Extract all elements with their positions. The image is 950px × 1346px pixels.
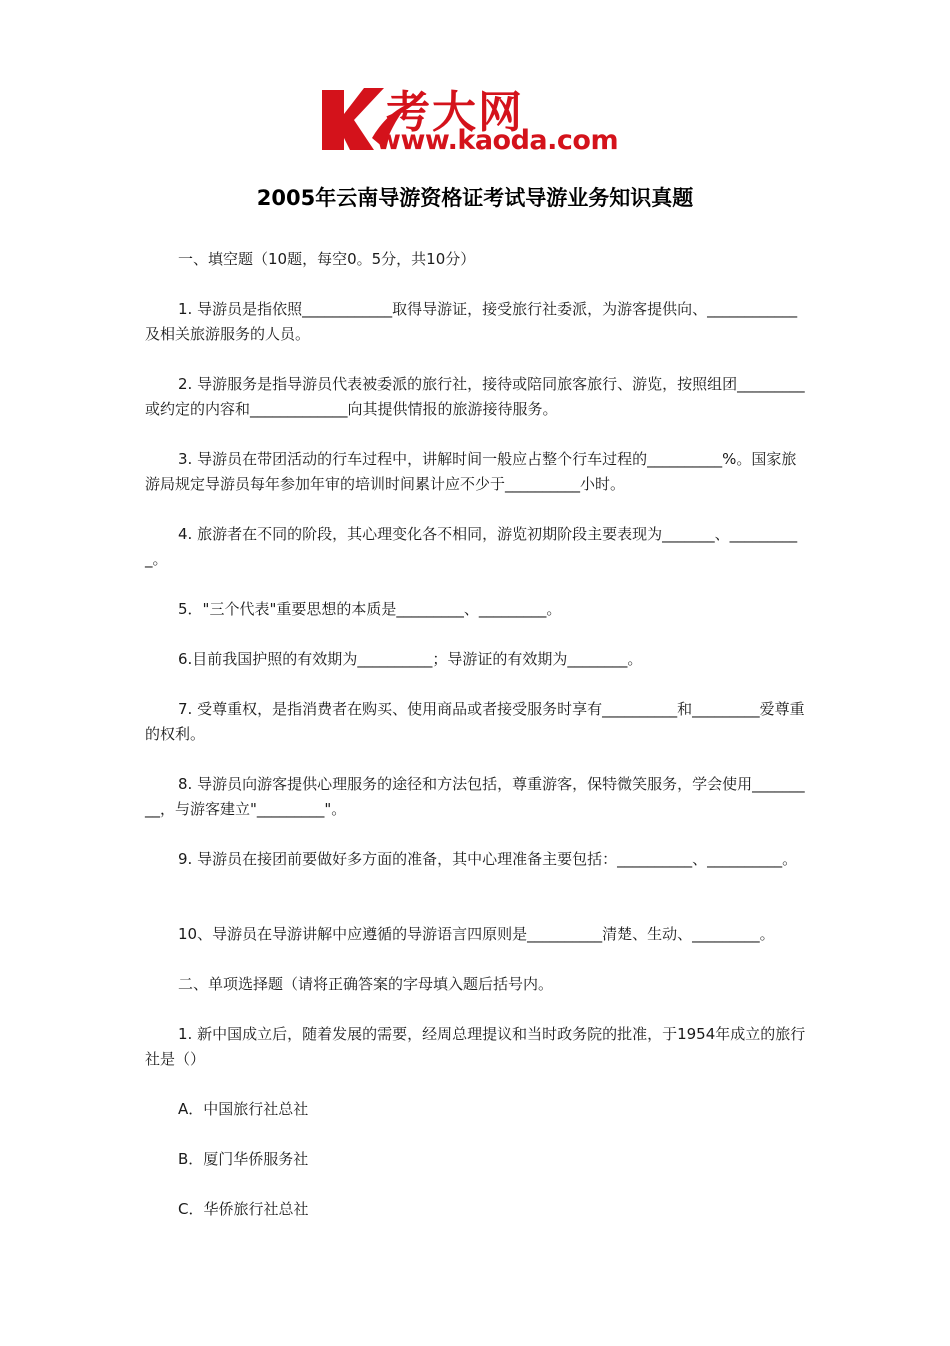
fill-question-6: 6.目前我国护照的有效期为__________；导游证的有效期为________。: [178, 650, 643, 668]
kaoda-logo[interactable]: [318, 80, 638, 158]
section-heading-fill-blank: 一、填空题（10题，每空0。5分，共10分）: [178, 250, 476, 268]
fill-question-7: 7. 受尊重权，是指消费者在购买、使用商品或者接受服务时享有__________和_________爱尊重的权利。: [145, 700, 805, 743]
fill-question-1: 1. 导游员是指依照____________取得导游证，接受旅行社委派，为游客提供向、____________及相关旅游服务的人员。: [145, 300, 798, 343]
fill-question-4: 4. 旅游者在不同的阶段，其心理变化各不相同，游览初期阶段主要表现为_______、__________。: [145, 525, 798, 568]
fill-question-8: 8. 导游员向游客提供心理服务的途径和方法包括，尊重游客，保特微笑服务，学会使用_________，与游客建立"_________"。: [145, 775, 805, 818]
choice-option-a: A．中国旅行社总社: [178, 1100, 309, 1118]
choice-option-b: B．厦门华侨服务社: [178, 1150, 309, 1168]
fill-question-9: 9. 导游员在接团前要做好多方面的准备，其中心理准备主要包括：__________、__________。: [178, 850, 798, 868]
fill-question-5: 5．"三个代表"重要思想的本质是_________、_________。: [178, 600, 562, 618]
fill-question-2: 2. 导游服务是指导游员代表被委派的旅行社，接待或陪同旅客旅行、游览，按照组团_________或约定的内容和_____________向其提供情报的旅游接待服务。: [145, 375, 805, 418]
section-heading-choice: 二、单项选择题（请将正确答案的字母填入题后括号内。: [178, 975, 554, 993]
fill-question-10: 10、导游员在导游讲解中应遵循的导游语言四原则是__________清楚、生动、_________。: [178, 925, 775, 943]
choice-option-c: C．华侨旅行社总社: [178, 1200, 309, 1218]
fill-question-3: 3. 导游员在带团活动的行车过程中，讲解时间一般应占整个行车过程的__________%。国家旅游局规定导游员每年参加年审的培训时间累计应不少于__________小时。: [145, 450, 797, 493]
page-title: 2005年云南导游资格证考试导游业务知识真题: [256, 186, 694, 210]
choice-question-1-stem: 1. 新中国成立后，随着发展的需要，经周总理提议和当时政务院的批准，于1954年成立的旅行社是（）: [145, 1025, 806, 1068]
logo-brand-cn: 考大网: [386, 87, 524, 138]
logo-brand-url: www.kaoda.com: [376, 125, 619, 156]
